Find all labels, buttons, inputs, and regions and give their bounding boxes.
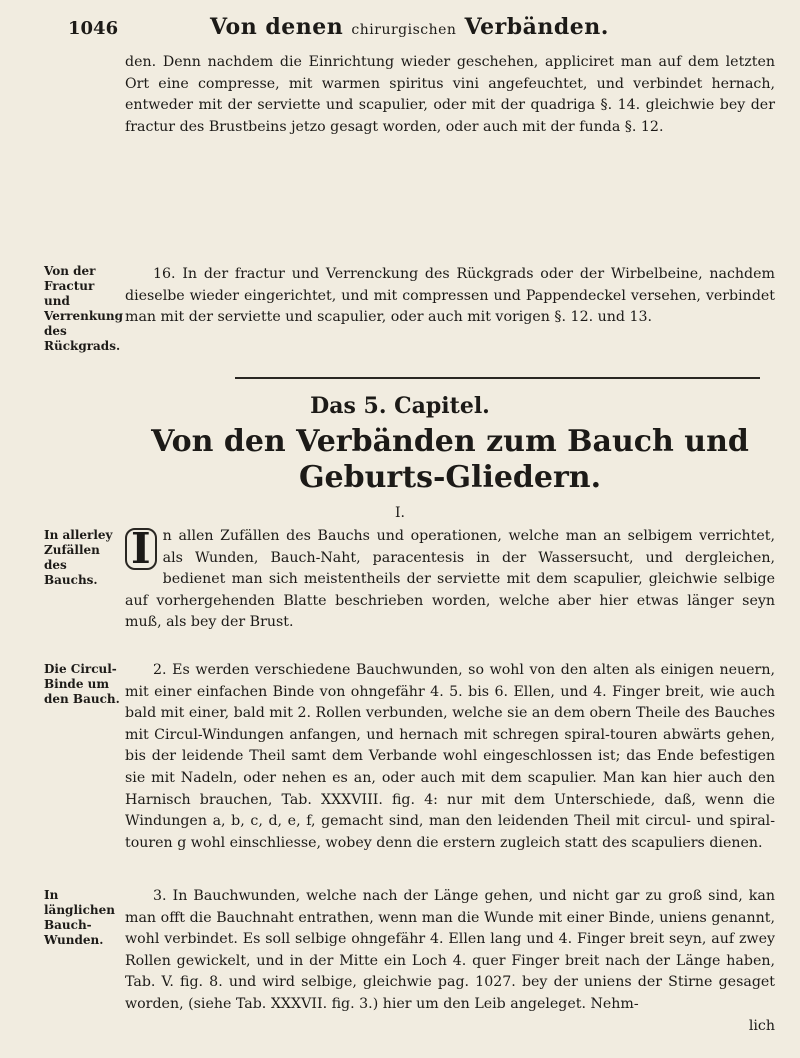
paragraph-1-text: [125, 526, 775, 634]
margin-note-2: Die Circul-Binde um den Bauch.: [44, 662, 120, 706]
paragraph-2: [125, 660, 775, 854]
paragraph-3: [125, 886, 775, 1037]
paragraph-1-body: n allen Zufällen des Bauchs und operationen, welche man an selbigem verrichtet, als Wunden, Bauch-Naht, paracentesis in der Wassersucht, und dergleichen, bedienet man sich meistentheils der serviette mit dem scapulier, gleichwie selbige auf vorhergehenden Blatte beschrieben worden, welche aber hier etwas länger seyn muß, als bey der Brust.: [125, 528, 775, 631]
drop-cap: I: [125, 528, 157, 570]
section-number: I.: [395, 505, 405, 521]
running-title-small: chirurgischen: [351, 22, 457, 38]
paragraph-top: [125, 52, 775, 138]
section-divider: [235, 377, 760, 379]
running-title-start: Von denen: [210, 14, 344, 40]
paragraph-2-text: 2. Es werden verschiedene Bauchwunden, so wohl von den alten als einigen neuern, mit einer einfachen Binde von ohngefähr 4. 5. bis 6. Ellen, und 4. Finger breit, wie auch bald mit einer, bald mit 2. Rollen verbunden, welche sie an dem obern Theile des Bauches mit Circul-Windungen anfangen, und hernach mit schregen spiral-touren abwärts gehen, bis der leidende Theil samt dem Verbande wohl eingeschlossen ist; das Ende befestigen sie mit Nadeln, oder nehen es an, oder auch mit dem scapulier. Man kan hier auch den Harnisch brauchen, Tab. XXXVIII. fig. 4: nur mit dem Unterschiede, daß, wenn die Windungen a, b, c, d, e, f, gemacht sind, man den leidenden Theil mit circul- und spiral-touren g wohl einschliesse, wobey denn die erstern zugleich statt des scapuliers dienen.: [125, 662, 775, 851]
margin-note-1: In allerley Zufällen des Bauchs.: [44, 528, 113, 587]
page-header: [60, 10, 780, 46]
running-title-end: Verbänden.: [464, 14, 609, 40]
paragraph-1: [125, 526, 775, 634]
running-title: [210, 14, 609, 40]
margin-note-16: Von der Fractur und Verrenkung des Rückgrads.: [44, 264, 124, 353]
chapter-heading: Von den Verbänden zum Bauch und Geburts-Gliedern.: [151, 424, 749, 495]
catchword: lich: [748, 1017, 775, 1034]
chapter-label: Das 5. Capitel.: [310, 393, 490, 419]
page-number: 1046: [68, 18, 119, 39]
paragraph-16: [125, 264, 775, 329]
paragraph-16-text: 16. In der fractur und Verrenckung des Rückgrads oder der Wirbelbeine, nachdem dieselbe wieder eingerichtet, und mit compressen und Pappendeckel versehen, verbindet man mit der serviette und scapulier, oder auch mit vorigen §. 12. und 13.: [125, 266, 775, 326]
paragraph-top-text: den. Denn nachdem die Einrichtung wieder geschehen, appliciret man auf dem letzten Ort eine compresse, mit warmen spiritus vini angefeuchtet, und verbindet hernach, entweder mit der serviette und scapulier, oder mit der quadriga §. 14. gleichwie bey der fractur des Brustbeins jetzo gesagt worden, oder auch mit der funda §. 12.: [125, 54, 775, 135]
margin-note-3: In länglichen Bauch-Wunden.: [44, 888, 115, 947]
paragraph-3-text: 3. In Bauchwunden, welche nach der Länge gehen, und nicht gar zu groß sind, kan man offt die Bauchnaht entrathen, wenn man die Wunde mit einer Binde, uniens genannt, wohl verbindet. Es soll selbige ohngefähr 4. Ellen lang und 4. Finger breit seyn, auf zwey Rollen gewickelt, und in der Mitte ein Loch 4. quer Finger breit nach der Länge haben, Tab. V. fig. 8. und wird selbige, gleichwie pag. 1027. bey der uniens der Stirne gesaget worden, (siehe Tab. XXXVII. fig. 3.) hier um den Leib angeleget. Nehm-: [125, 888, 775, 1012]
